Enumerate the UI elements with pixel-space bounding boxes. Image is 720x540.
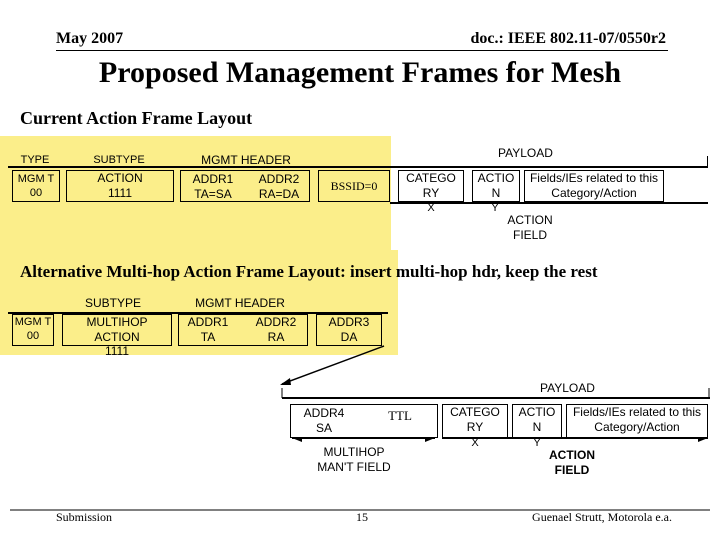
category-value: CATEGO RY (406, 171, 456, 200)
type-value: MGM T 00 (17, 173, 55, 199)
action-overflow: Y (491, 202, 499, 214)
subtype-value-1: ACTION (97, 171, 143, 185)
subtype2-value-3: 1111 (104, 344, 130, 358)
multihop-field-label: MULTIHOP MAN'T FIELD (317, 445, 391, 474)
section2-heading: Alternative Multi-hop Action Frame Layout: insert multi-hop hdr, keep the rest (20, 262, 598, 281)
action-field-2 (512, 404, 562, 438)
addr4-label: ADDR4 (303, 406, 345, 420)
addr1-label: ADDR1 (192, 172, 234, 186)
addr2-label-2: ADDR2 (255, 315, 297, 329)
mgmt-header-label-2: MGMT HEADER (195, 296, 285, 310)
ttl-label: TTL (388, 408, 412, 423)
fields-line1: Fields/IEs related to this (529, 171, 659, 185)
section1-heading: Current Action Frame Layout (20, 108, 253, 128)
footer-author: Guenael Strutt, Motorola e.a. (532, 510, 672, 524)
fields2-line2: Category/Action (594, 420, 680, 434)
header-date: May 2007 (56, 30, 124, 47)
fields-ies-2 (566, 404, 708, 438)
payload-label-2: PAYLOAD (540, 381, 595, 395)
footer-submission: Submission (56, 510, 113, 524)
category-overflow-2: X (471, 437, 479, 449)
bssid-value: BSSID=0 (330, 179, 378, 193)
page-title: Proposed Management Frames for Mesh (98, 56, 622, 89)
fields2-line1: Fields/IEs related to this (572, 405, 702, 419)
type-value-2: MGM T 00 (14, 316, 52, 342)
action-field-label: ACTION FIELD (507, 213, 553, 242)
addr1-value: TA=SA (194, 187, 232, 201)
category-field-2 (442, 404, 508, 438)
addr1-value-2: TA (200, 330, 216, 344)
addr4-field (290, 404, 438, 438)
payload-label: PAYLOAD (498, 146, 553, 160)
footer-page-number: 15 (356, 510, 368, 524)
addr2-label: ADDR2 (258, 172, 300, 186)
action-field-label-2: ACTION FIELD (549, 448, 595, 477)
action-overflow-2: Y (533, 437, 541, 449)
subtype2-value-1: MULTIHOP (86, 315, 148, 329)
fields-line2: Category/Action (551, 186, 637, 200)
addr1-label-2: ADDR1 (187, 315, 229, 329)
action-value: ACTIO N (477, 171, 515, 200)
mgmt-header-label: MGMT HEADER (201, 153, 291, 167)
type-label: TYPE (20, 154, 50, 166)
addr2-value: RA=DA (258, 187, 300, 201)
addr2-value-2: RA (267, 330, 285, 344)
subtype-value-2: 1111 (107, 186, 133, 200)
subtype2-value-2: ACTION (94, 330, 140, 344)
subtype-label-2: SUBTYPE (84, 296, 141, 310)
addr3-value: DA (340, 330, 358, 344)
header-doc-id: doc.: IEEE 802.11-07/0550r2 (470, 30, 666, 47)
addr3-label: ADDR3 (328, 315, 370, 329)
category-overflow: X (427, 202, 435, 214)
addr4-value: SA (315, 421, 332, 435)
category-value-2: CATEGO RY (450, 405, 500, 434)
action-value-2: ACTIO N (518, 405, 556, 434)
subtype-label: SUBTYPE (93, 154, 145, 166)
